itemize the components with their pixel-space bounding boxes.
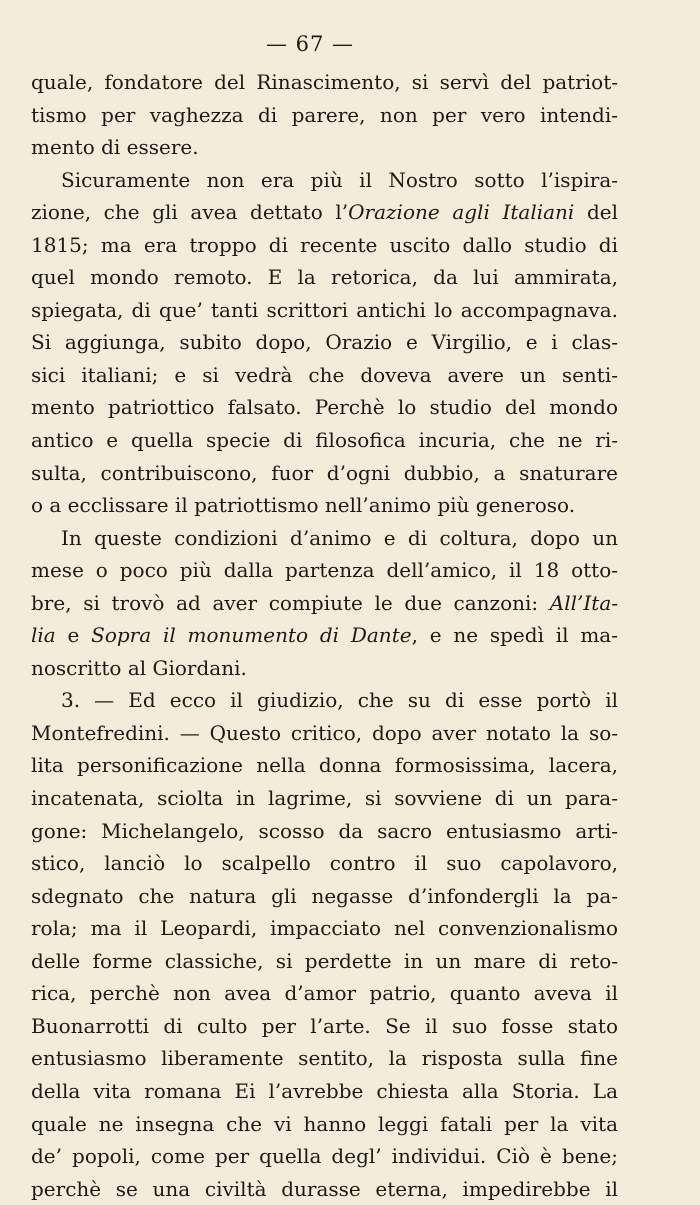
line-text: o a ecclissare il patriottismo nell’animo più generoso. [31, 493, 576, 518]
line-text: stico, lanciò lo scalpello contro il suo capolavoro, [31, 851, 618, 876]
text-line [31, 554, 618, 587]
text-line [31, 1075, 618, 1108]
line-text: de’ popoli, come per quella degl’ individui. Ciò è bene; [31, 1144, 618, 1169]
italic-title-text: Sopra il monumento di Dante [91, 623, 412, 648]
line-text: gone: Michelangelo, scosso da sacro entusiasmo arti- [31, 818, 618, 843]
line-text: Buonarrotti di culto per l’arte. Se il suo fosse stato [31, 1013, 618, 1038]
text-line [31, 424, 618, 457]
text-line [31, 326, 618, 359]
text-line [31, 261, 618, 294]
text-line [31, 196, 618, 229]
line-text: quale ne insegna che vi hanno leggi fatali per la vita [31, 1111, 618, 1136]
text-line [31, 1140, 618, 1173]
line-text: del [574, 200, 618, 225]
text-line [31, 847, 618, 880]
text-line [31, 229, 618, 262]
text-line [31, 652, 618, 685]
line-text: bre, si trovò ad aver compiute le due canzoni: [31, 590, 550, 615]
text-line [31, 587, 618, 620]
italic-title-text: lia [31, 623, 56, 648]
body-text [31, 66, 618, 1205]
line-text: zione, che gli avea dettato l’ [31, 200, 349, 225]
line-text: sdegnato che natura gli negasse d’infondergli la pa- [31, 883, 618, 908]
text-line [31, 815, 618, 848]
line-text: della vita romana Ei l’avrebbe chiesta alla Storia. La [31, 1078, 618, 1103]
line-text: quel mondo remoto. E la retorica, da lui ammirata, [31, 265, 618, 290]
text-line [31, 294, 618, 327]
line-text: delle forme classiche, si perdette in un mare di reto- [31, 948, 618, 973]
text-line [31, 522, 618, 555]
line-text: Montefredini. — Questo critico, dopo aver notato la so- [31, 720, 618, 745]
text-line [31, 131, 618, 164]
text-line [31, 977, 618, 1010]
text-line [31, 1108, 618, 1141]
text-line [31, 619, 618, 652]
line-text: sulta, contribuiscono, fuor d’ogni dubbio, a snaturare [31, 460, 618, 485]
text-line [31, 1010, 618, 1043]
line-text: incatenata, sciolta in lagrime, si sovviene di un para- [31, 786, 618, 811]
line-text: noscritto al Giordani. [31, 655, 247, 680]
line-text: rica, perchè non avea d’amor patrio, quanto aveva il [31, 981, 618, 1006]
text-line [31, 457, 618, 490]
text-line [31, 717, 618, 750]
line-text: rola; ma il Leopardi, impacciato nel convenzionalismo [31, 916, 618, 941]
text-line [31, 782, 618, 815]
text-line [31, 880, 618, 913]
text-line [31, 489, 618, 522]
line-text: tismo per vaghezza di parere, non per vero intendi- [31, 102, 618, 127]
text-line [31, 1042, 618, 1075]
text-line [31, 1173, 618, 1205]
text-line [31, 391, 618, 424]
italic-title-text: All’Ita- [549, 590, 618, 615]
line-text: lita personificazione nella donna formosissima, lacera, [31, 753, 618, 778]
line-text: mese o poco più dalla partenza dell’amico, il 18 otto- [31, 558, 618, 583]
line-text: e [55, 623, 92, 648]
line-text: antico e quella specie di filosofica incuria, che ne ri- [31, 428, 618, 453]
text-line [31, 359, 618, 392]
line-text: In queste condizioni d’animo e di coltura, dopo un [61, 525, 618, 550]
text-line [31, 749, 618, 782]
line-text: Si aggiunga, subito dopo, Orazio e Virgilio, e i clas- [31, 330, 618, 355]
line-text: spiegata, di que’ tanti scrittori antichi lo accompagnava. [31, 297, 618, 322]
line-text: 1815; ma era troppo di recente uscito dallo studio di [31, 232, 618, 257]
line-text: , e ne spedì il ma- [411, 623, 618, 648]
page-number: — 67 — [265, 32, 355, 56]
line-text: mento patriottico falsato. Perchè lo studio del mondo [31, 395, 618, 420]
line-text: quale, fondatore del Rinascimento, si servì del patriot- [31, 70, 618, 94]
italic-title-text: Orazione agli Italiani [348, 200, 575, 225]
line-text: perchè se una civiltà durasse eterna, impedirebbe il [31, 1176, 618, 1201]
text-line [31, 945, 618, 978]
text-line [31, 912, 618, 945]
text-line [31, 684, 618, 717]
text-line [31, 99, 618, 132]
line-text: 3. — Ed ecco il giudizio, che su di esse portò il [61, 688, 618, 713]
text-line [31, 164, 618, 197]
line-text: Sicuramente non era più il Nostro sotto l’ispira- [61, 167, 618, 192]
text-line [31, 66, 618, 99]
line-text: entusiasmo liberamente sentito, la risposta sulla fine [31, 1046, 618, 1071]
line-text: mento di essere. [31, 135, 199, 160]
line-text: sici italiani; e si vedrà che doveva avere un senti- [31, 362, 618, 387]
